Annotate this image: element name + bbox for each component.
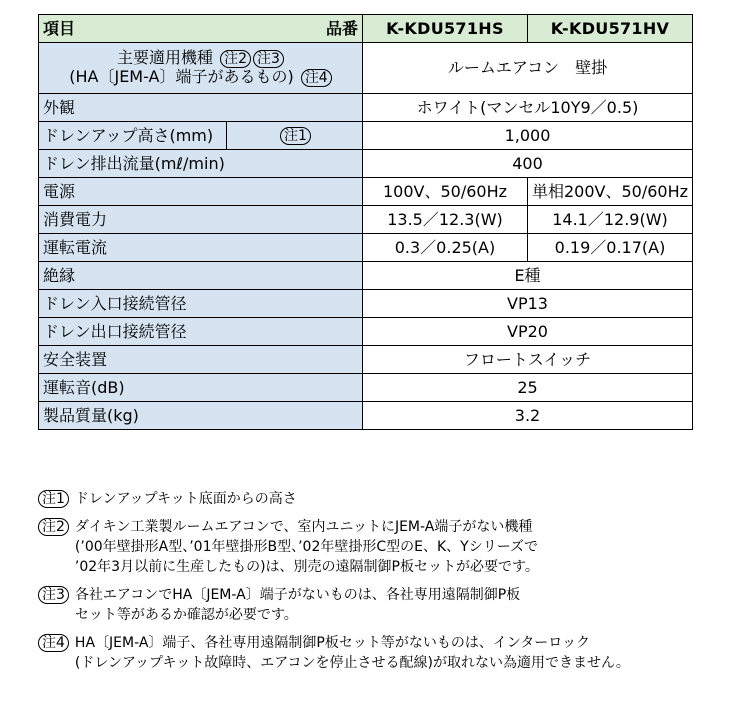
note-2-line: (’00年壁掛形A型、’01年壁掛形B型、’02年壁掛形C型のE、K、Yシリーズで	[74, 539, 539, 555]
note-2	[38, 517, 718, 577]
power-consumption-hv: 14.1／12.9(W)	[528, 206, 693, 234]
spec-table	[38, 14, 693, 430]
note-3-badge: 注3	[38, 586, 69, 604]
row-insulation	[39, 262, 693, 290]
weight-label: 製品質量(kg)	[39, 402, 363, 430]
note-4-badge: 注4	[38, 634, 69, 652]
note-3-line: 各社エアコンでHA〔JEM-A〕端子がないものは、各社専用遠隔制御P板	[74, 587, 521, 603]
row-noise	[39, 374, 693, 402]
row-drain-inlet	[39, 290, 693, 318]
safety-value: フロートスイッチ	[363, 346, 693, 374]
exterior-value: ホワイト(マンセル10Y9／0.5)	[363, 94, 693, 122]
row-running-current	[39, 234, 693, 262]
header-model-label: 品番	[325, 18, 358, 38]
note-3	[38, 585, 718, 625]
insulation-value: E種	[363, 262, 693, 290]
insulation-label: 絶縁	[39, 262, 363, 290]
row-drain-outlet	[39, 318, 693, 346]
row-safety	[39, 346, 693, 374]
note-badge-1: 注1	[280, 127, 311, 145]
note-1-line: ドレンアップキット底面からの高さ	[74, 491, 297, 507]
note-4-line: (ドレンアップキット故障時、エアコンを停止させる配線)が取れない為適用できません。	[74, 655, 630, 671]
note-badge-3: 注3	[253, 50, 284, 68]
row-power-supply	[39, 178, 693, 206]
note-4	[38, 633, 718, 673]
note-2-line: ダイキン工業製ルームエアコンで、室内ユニットにJEM-A端子がない機種	[74, 519, 533, 535]
running-current-label: 運転電流	[39, 234, 363, 262]
main-models-label	[39, 43, 363, 94]
noise-label: 運転音(dB)	[39, 374, 363, 402]
header-item-cell	[39, 15, 363, 43]
note-badge-4: 注4	[301, 69, 332, 87]
row-main-models	[39, 43, 693, 94]
header-row	[39, 15, 693, 43]
running-current-hs: 0.3／0.25(A)	[363, 234, 528, 262]
row-power-consumption	[39, 206, 693, 234]
drain-outlet-label: ドレン出口接続管径	[39, 318, 363, 346]
power-consumption-hs: 13.5／12.3(W)	[363, 206, 528, 234]
note-1-badge: 注1	[38, 490, 69, 508]
noise-value: 25	[363, 374, 693, 402]
main-models-value: ルームエアコン 壁掛	[363, 43, 693, 94]
drain-outlet-value: VP20	[363, 318, 693, 346]
main-models-line1: 主要適用機種	[117, 48, 214, 67]
drain-inlet-label: ドレン入口接続管径	[39, 290, 363, 318]
note-2-line: ’02年3月以前に生産したもの)は、別売の遠隔制御P板セットが必要です。	[74, 559, 539, 575]
note-3-line: セット等があるか確認が必要です。	[74, 607, 298, 623]
row-weight	[39, 402, 693, 430]
power-supply-hs: 100V、50/60Hz	[363, 178, 528, 206]
note-badge-2: 注2	[220, 50, 251, 68]
row-drain-height	[39, 122, 693, 150]
power-supply-label: 電源	[39, 178, 363, 206]
drain-inlet-value: VP13	[363, 290, 693, 318]
row-exterior	[39, 94, 693, 122]
header-item-label: 項目	[43, 18, 76, 38]
note-2-badge: 注2	[38, 518, 69, 536]
drain-height-note-cell	[227, 122, 363, 150]
model-hs: K-KDU571HS	[363, 15, 528, 43]
drain-height-value: 1,000	[363, 122, 693, 150]
running-current-hv: 0.19／0.17(A)	[528, 234, 693, 262]
power-consumption-label: 消費電力	[39, 206, 363, 234]
row-drain-flow	[39, 150, 693, 178]
note-1	[38, 489, 718, 509]
main-models-line2: (HA〔JEM-A〕端子があるもの)	[69, 67, 294, 86]
notes-section	[38, 489, 718, 681]
note-4-line: HA〔JEM-A〕端子、各社専用遠隔制御P板セット等がないものは、インターロック	[74, 635, 591, 651]
exterior-label: 外観	[39, 94, 363, 122]
model-hv: K-KDU571HV	[528, 15, 693, 43]
safety-label: 安全装置	[39, 346, 363, 374]
weight-value: 3.2	[363, 402, 693, 430]
drain-height-label: ドレンアップ高さ(mm)	[39, 122, 227, 150]
drain-flow-value: 400	[363, 150, 693, 178]
drain-flow-label: ドレン排出流量(mℓ/min)	[39, 150, 363, 178]
power-supply-hv: 単相200V、50/60Hz	[528, 178, 693, 206]
